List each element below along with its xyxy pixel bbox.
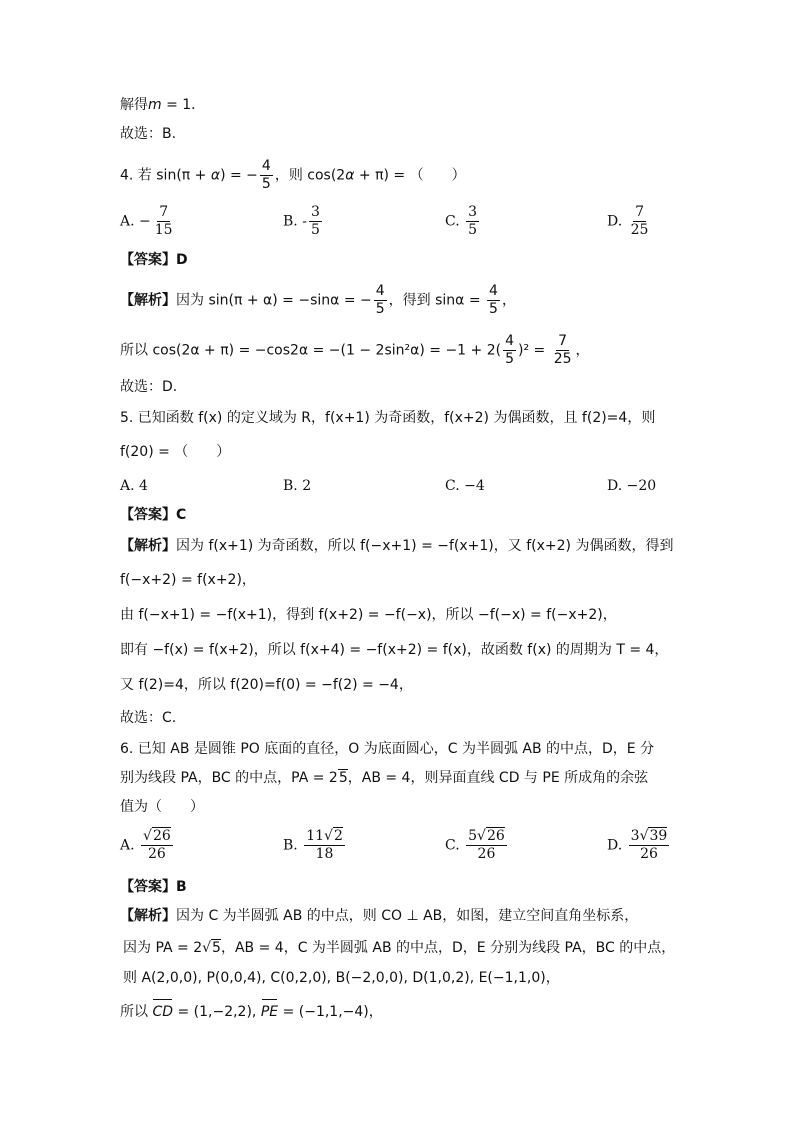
numerator: 4 (375, 283, 385, 299)
denominator: 26 (477, 846, 496, 862)
text: ，AB = 4，C 为半圆弧 AB 的中点，D，E 分别为线段 PA，BC 的中点， (220, 940, 676, 956)
fraction (309, 204, 322, 239)
sign: - (302, 213, 307, 230)
question-5-stem: f(20) = （ ） (120, 444, 231, 460)
analysis-line (120, 1002, 383, 1022)
text: + π) = （ ） (354, 167, 466, 184)
question-6-stem: 6. 已知 AB 是圆锥 PO 底面的直径，O 为底面圆心，C 为半圆弧 AB 的中点，D，E 分 (120, 741, 655, 757)
question-6-stem: 值为（ ） (120, 799, 204, 815)
text: 因为 PA = 2 (123, 940, 203, 956)
radicand: 2 (333, 828, 343, 844)
radicand: 26 (486, 828, 505, 844)
choice-label: C. (445, 213, 460, 230)
text: ，得到 sinα = (388, 292, 486, 309)
radicand: 5 (338, 770, 348, 786)
text: ，则 cos(2 (274, 167, 346, 184)
choice-c: C. −4 (445, 478, 485, 494)
text: ，AB = 4，则异面直线 CD 与 PE 所成角的余弦 (347, 770, 649, 786)
analysis-line (120, 333, 590, 368)
choice-d (607, 828, 671, 863)
text: )² = (518, 342, 550, 359)
analysis-line: 则 A(2,0,0), P(0,0,4), C(0,2,0), B(−2,0,0), D(1,0,2), E(−1,1,0)， (123, 970, 560, 986)
text: ， (501, 292, 516, 309)
denominator: 18 (315, 846, 334, 862)
numerator: 3 (468, 204, 478, 220)
numerator: 3 (310, 204, 320, 220)
choice-label: B. (283, 837, 298, 854)
choice-label: C. (445, 837, 460, 854)
numerator: 4 (505, 333, 514, 349)
fraction (466, 204, 479, 239)
choice-label: D. (607, 213, 623, 230)
radicand: 26 (152, 828, 171, 844)
choice-b: B. 2 (283, 478, 312, 494)
numerator: 11√2 (306, 828, 343, 844)
numerator: 5√26 (468, 828, 505, 844)
analysis-line: f(−x+2) = f(x+2)， (120, 572, 256, 588)
analysis-tag: 【解析】 (120, 292, 176, 309)
text: 因为 f(x+1) 为奇函数，所以 f(−x+1) = −f(x+1)，又 f(x+2) 为偶函数，得到 (176, 538, 674, 554)
text-line (120, 95, 205, 115)
text: = (−1,1,−4)， (278, 1004, 383, 1020)
choice-label: A. (120, 837, 135, 854)
fraction (374, 283, 387, 318)
radicand: 39 (649, 828, 668, 844)
fraction (487, 283, 500, 318)
math-var: m (148, 97, 162, 113)
analysis-line (120, 283, 516, 318)
fraction (503, 333, 516, 368)
fraction (153, 204, 175, 239)
denominator: 5 (489, 301, 498, 317)
text: 因为 sin(π + α) = −sinα = − (176, 292, 372, 309)
text: ) = − (220, 167, 258, 184)
analysis-line: 因为 PA = 2√5，AB = 4，C 为半圆弧 AB 的中点，D，E 分别为线段 PA，BC 的中点， (123, 940, 676, 956)
radicand: 5 (212, 940, 221, 956)
text: 解得 (120, 97, 148, 113)
numerator: 7 (159, 204, 169, 220)
analysis-line (120, 536, 673, 556)
vector-cd: CD (152, 1004, 174, 1020)
question-5-stem: 5. 已知函数 f(x) 的定义域为 R，f(x+1) 为奇函数，f(x+2) 为偶函数，且 f(2)=4，则 (120, 410, 656, 426)
fraction (552, 333, 574, 368)
fraction (141, 828, 173, 863)
fraction (466, 828, 507, 863)
choice-c (445, 204, 481, 239)
coefficient: 11 (306, 828, 325, 844)
text: 4. 若 sin(π + (120, 167, 211, 184)
choice-a (120, 204, 177, 239)
numerator: 4 (489, 283, 498, 299)
analysis-line: 又 f(2)=4，所以 f(20)=f(0) = −f(2) = −4， (120, 677, 413, 693)
answer-label: 【答案】C (120, 507, 187, 523)
choice-label: A. (120, 213, 135, 230)
choice-a: A. 4 (120, 478, 148, 494)
choice-d: D. −20 (607, 478, 657, 494)
text: 所以 cos(2α + π) = −cos2α = −(1 − 2sin²α) = −1 + 2( (120, 342, 502, 359)
text: = 1． (161, 97, 206, 113)
fraction (304, 828, 345, 863)
numerator: 7 (635, 204, 645, 220)
text-line: 故选：B. (120, 126, 177, 142)
text: = (1,−2,2), (173, 1004, 261, 1020)
question-6-stem (120, 768, 648, 788)
math-var: α (210, 167, 221, 184)
choice-label: D. (607, 837, 623, 854)
text: 别为线段 PA，BC 的中点，PA = 2 (120, 770, 338, 786)
denominator: 5 (375, 301, 385, 317)
question-4-stem (120, 158, 466, 193)
analysis-line: 由 f(−x+1) = −f(x+1)，得到 f(x+2) = −f(−x)，所以 −f(−x) = f(−x+2)， (120, 607, 617, 623)
numerator: 3√39 (630, 828, 668, 844)
analysis-line (120, 906, 638, 926)
numerator: √26 (143, 828, 171, 844)
fraction (629, 204, 651, 239)
fraction (260, 158, 273, 193)
coefficient: 3 (630, 828, 640, 844)
math-var: α (345, 167, 355, 184)
text-line: 故选：D. (120, 379, 178, 395)
denominator: 5 (505, 351, 514, 367)
choice-c (445, 828, 509, 863)
text: 所以 (120, 1004, 153, 1020)
denominator: 25 (553, 351, 572, 367)
denominator: 5 (310, 222, 320, 238)
denominator: 25 (630, 222, 649, 238)
choice-d (607, 204, 652, 239)
text: ， (575, 342, 590, 359)
choice-label: B. (283, 213, 298, 230)
analysis-tag: 【解析】 (120, 908, 176, 924)
analysis-tag: 【解析】 (120, 538, 176, 554)
answer-label: 【答案】D (120, 252, 188, 268)
denominator: 26 (147, 846, 166, 862)
coefficient: 5 (468, 828, 478, 844)
choice-b (283, 828, 347, 863)
text: 因为 C 为半圆弧 AB 的中点，则 CO ⊥ AB，如图，建立空间直角坐标系， (176, 908, 639, 924)
numerator: 7 (558, 333, 568, 349)
denominator: 26 (640, 846, 658, 862)
denominator: 5 (261, 176, 271, 192)
sign: − (139, 213, 151, 230)
choice-a (120, 828, 175, 863)
denominator: 15 (154, 222, 173, 238)
fraction (629, 828, 670, 863)
answer-label: 【答案】B (120, 879, 187, 895)
text-line: 故选：C. (120, 710, 177, 726)
vector-pe: PE (260, 1004, 279, 1020)
denominator: 5 (468, 222, 478, 238)
numerator: 4 (261, 158, 271, 174)
choice-b (283, 204, 324, 239)
analysis-line: 即有 −f(x) = f(x+2)，所以 f(x+4) = −f(x+2) = f(x)，故函数 f(x) 的周期为 T = 4， (120, 642, 669, 658)
